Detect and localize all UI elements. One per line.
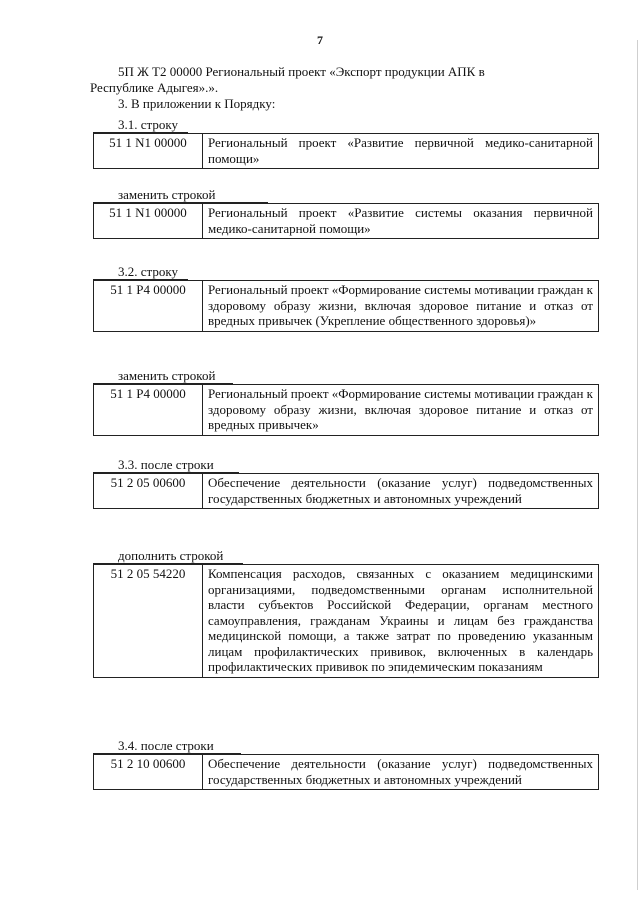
entry-table — [93, 473, 599, 509]
budget-code-cell: 51 1 P4 00000 — [94, 281, 203, 332]
section-label: заменить строкой — [118, 368, 216, 383]
description-cell: Компенсация расходов, связанных с оказанием медицинскими организациями, подведомственными органам исполнительной власти субъектов Российской Федерации, органам местного самоуправления, гражданам Украины и лицам без гражданства медицинской помощи, а также затрат по проведению указанным лицам профилактических прививок, включенных в календарь профилактических прививок по эпидемическим показаниям — [203, 565, 599, 678]
table-row — [94, 755, 599, 790]
page-number: 7 — [317, 33, 323, 47]
table-row — [94, 281, 599, 332]
budget-code-cell: 51 1 N1 00000 — [94, 134, 203, 169]
table-row — [94, 204, 599, 239]
entry-table — [93, 133, 599, 169]
budget-code-cell: 51 2 05 54220 — [94, 565, 203, 678]
entry-table — [93, 384, 599, 436]
entry-table — [93, 564, 599, 678]
section-label: дополнить строкой — [118, 548, 224, 563]
description-cell: Региональный проект «Формирование системы мотивации граждан к здоровому образу жизни, включая здоровое питание и отказ от вредных привычек» — [203, 385, 599, 436]
intro-line-2: Республике Адыгея».». — [90, 80, 219, 95]
table-row — [94, 385, 599, 436]
scan-edge-line — [637, 40, 638, 890]
table-row — [94, 474, 599, 509]
intro-paragraph — [90, 64, 610, 112]
budget-code-cell: 51 1 N1 00000 — [94, 204, 203, 239]
description-cell: Региональный проект «Формирование системы мотивации граждан к здоровому образу жизни, включая здоровое питание и отказ от вредных привычек (Укрепление общественного здоровья)» — [203, 281, 599, 332]
table-row — [94, 134, 599, 169]
item-3-heading: 3. В приложении к Порядку: — [118, 96, 276, 111]
budget-code-cell: 51 1 P4 00000 — [94, 385, 203, 436]
description-cell: Региональный проект «Развитие первичной медико-санитарной помощи» — [203, 134, 599, 169]
section-label: 3.3. после строки — [118, 457, 214, 472]
intro-line-1: 5П Ж Т2 00000 Региональный проект «Экспорт продукции АПК в — [118, 64, 485, 79]
section-label: 3.1. строку — [118, 117, 178, 132]
budget-code-cell: 51 2 05 00600 — [94, 474, 203, 509]
entry-table — [93, 203, 599, 239]
budget-code-cell: 51 2 10 00600 — [94, 755, 203, 790]
section-label: 3.4. после строки — [118, 738, 214, 753]
section-label: заменить строкой — [118, 187, 216, 202]
section-label: 3.2. строку — [118, 264, 178, 279]
description-cell: Обеспечение деятельности (оказание услуг) подведомственных государственных бюджетных и автономных учреждений — [203, 755, 599, 790]
entry-table — [93, 280, 599, 332]
table-row — [94, 565, 599, 678]
entry-table — [93, 754, 599, 790]
description-cell: Обеспечение деятельности (оказание услуг) подведомственных государственных бюджетных и автономных учреждений — [203, 474, 599, 509]
description-cell: Региональный проект «Развитие системы оказания первичной медико-санитарной помощи» — [203, 204, 599, 239]
